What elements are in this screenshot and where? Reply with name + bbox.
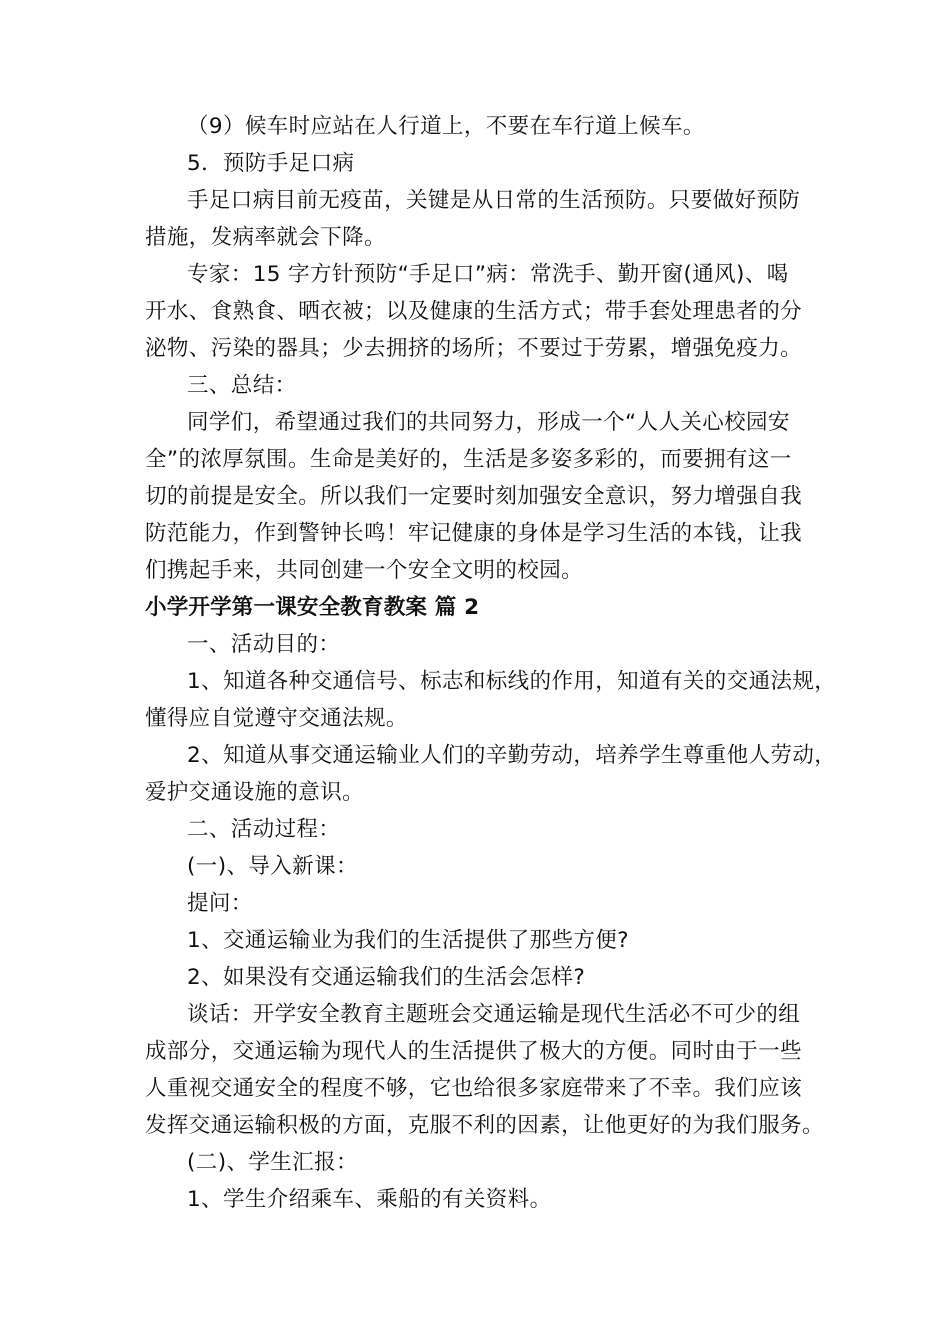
paragraph-line: 1、交通运输业为我们的生活提供了那些方便? [187, 928, 629, 953]
paragraph-line: 2、如果没有交通运输我们的生活会怎样? [187, 965, 586, 990]
section-title: 三、总结： [187, 373, 297, 398]
paragraph-line: 人重视交通安全的程度不够，它也给很多家庭带来了不幸。我们应该 [145, 1076, 803, 1101]
paragraph-line: 泌物、污染的器具；少去拥挤的场所；不要过于劳累，增强免疫力。 [145, 336, 803, 361]
paragraph-line: 发挥交通运输积极的方面，克服不利的因素，让他更好的为我们服务。 [145, 1113, 824, 1138]
lesson-heading: 小学开学第一课安全教育教案 篇 2 [145, 595, 480, 620]
paragraph-line: 开水、食熟食、晒衣被；以及健康的生活方式；带手套处理患者的分 [145, 299, 803, 324]
paragraph-line: 懂得应自觉遵守交通法规。 [145, 706, 408, 731]
paragraph-line: 提问： [187, 891, 253, 916]
subsection-title: (一)、导入新课： [187, 854, 358, 879]
paragraph-line: 切的前提是安全。所以我们一定要时刻加强安全意识，努力增强自我 [145, 484, 803, 509]
section-title: 一、活动目的： [187, 632, 341, 657]
paragraph-line: 同学们，希望通过我们的共同努力，形成一个“人人关心校园安 [187, 410, 790, 435]
paragraph-line: 爱护交通设施的意识。 [145, 780, 365, 805]
paragraph-line: 成部分，交通运输为现代人的生活提供了极大的方便。同时由于一些 [145, 1039, 803, 1064]
paragraph-line: 防范能力，作到警钟长鸣！牢记健康的身体是学习生活的本钱，让我 [145, 521, 803, 546]
paragraph-line: 措施，发病率就会下降。 [145, 225, 386, 250]
paragraph-line: 手足口病目前无疫苗，关键是从日常的生活预防。只要做好预防 [187, 188, 801, 213]
paragraph-line: （9）候车时应站在人行道上，不要在车行道上候车。 [187, 114, 705, 139]
paragraph-line: 1、学生介绍乘车、乘船的有关资料。 [187, 1187, 552, 1212]
paragraph-line: 们携起手来，共同创建一个安全文明的校园。 [145, 558, 584, 583]
paragraph-line: 全”的浓厚氛围。生命是美好的，生活是多姿多彩的，而要拥有这一 [145, 447, 792, 472]
paragraph-line: 专家：15 字方针预防“手足口”病：常洗手、勤开窗(通风)、喝 [187, 262, 789, 287]
section-title: 5．预防手足口病 [187, 151, 355, 176]
paragraph-line: 谈话：开学安全教育主题班会交通运输是现代生活必不可少的组 [187, 1002, 801, 1027]
paragraph-line: 2、知道从事交通运输业人们的辛勤劳动，培养学生尊重他人劳动， [187, 743, 837, 768]
paragraph-line: 1、知道各种交通信号、标志和标线的作用，知道有关的交通法规， [187, 669, 837, 694]
section-title: 二、活动过程： [187, 817, 341, 842]
subsection-title: (二)、学生汇报： [187, 1150, 358, 1175]
